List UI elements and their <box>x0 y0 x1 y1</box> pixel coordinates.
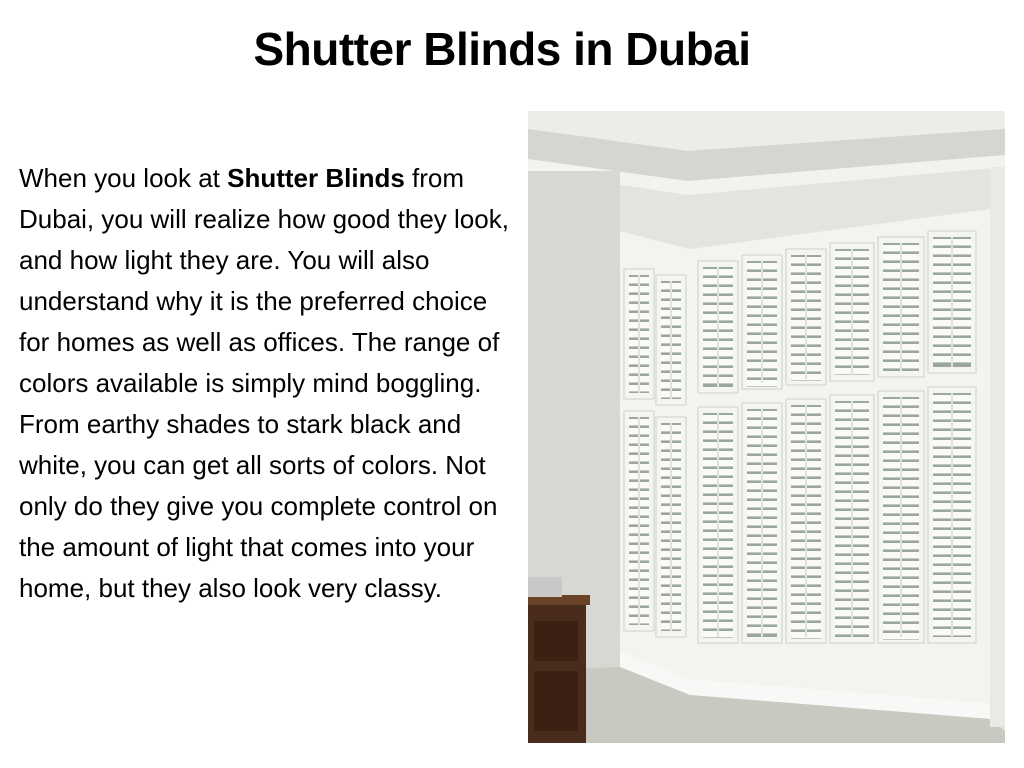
left-lower-panel <box>624 411 654 631</box>
slide-title: Shutter Blinds in Dubai <box>253 23 751 75</box>
main-upper-panel <box>698 261 738 393</box>
left-lower-panel <box>656 417 686 637</box>
shutter-illustration <box>528 111 1005 743</box>
shutter-photo <box>528 111 1005 743</box>
right-wall-edge <box>990 167 1005 727</box>
cabinet-panel <box>534 621 578 661</box>
main-lower-panel <box>928 387 976 643</box>
phone-device <box>528 577 562 597</box>
body-intro: When you look at <box>19 163 228 193</box>
main-upper-panel <box>830 243 874 381</box>
main-upper-panel <box>878 237 924 377</box>
main-lower-panel <box>878 391 924 643</box>
main-upper-panel <box>742 255 782 389</box>
main-lower-panel <box>742 403 782 643</box>
main-lower-panel <box>786 399 826 643</box>
main-lower-panel <box>698 407 738 643</box>
main-upper-panel <box>928 231 976 373</box>
left-upper-panel <box>656 275 686 405</box>
main-lower-panel <box>830 395 874 643</box>
cabinet-panel-lower <box>534 671 578 731</box>
left-upper-panel <box>624 269 654 399</box>
slide-body-paragraph <box>19 158 509 609</box>
body-rest: from Dubai, you will realize how good they look, and how light they are. You will also understand why it is the preferred choice for homes as well as offices. The range of colors available is simply mind boggling. From earthy shades to stark black and white, you can get all sorts of colors. Not only do they give you complete control on the amount of light that comes into your home, but they also look very classy. <box>19 163 509 603</box>
main-upper-panel <box>786 249 826 385</box>
body-bold-term: Shutter Blinds <box>227 163 405 193</box>
